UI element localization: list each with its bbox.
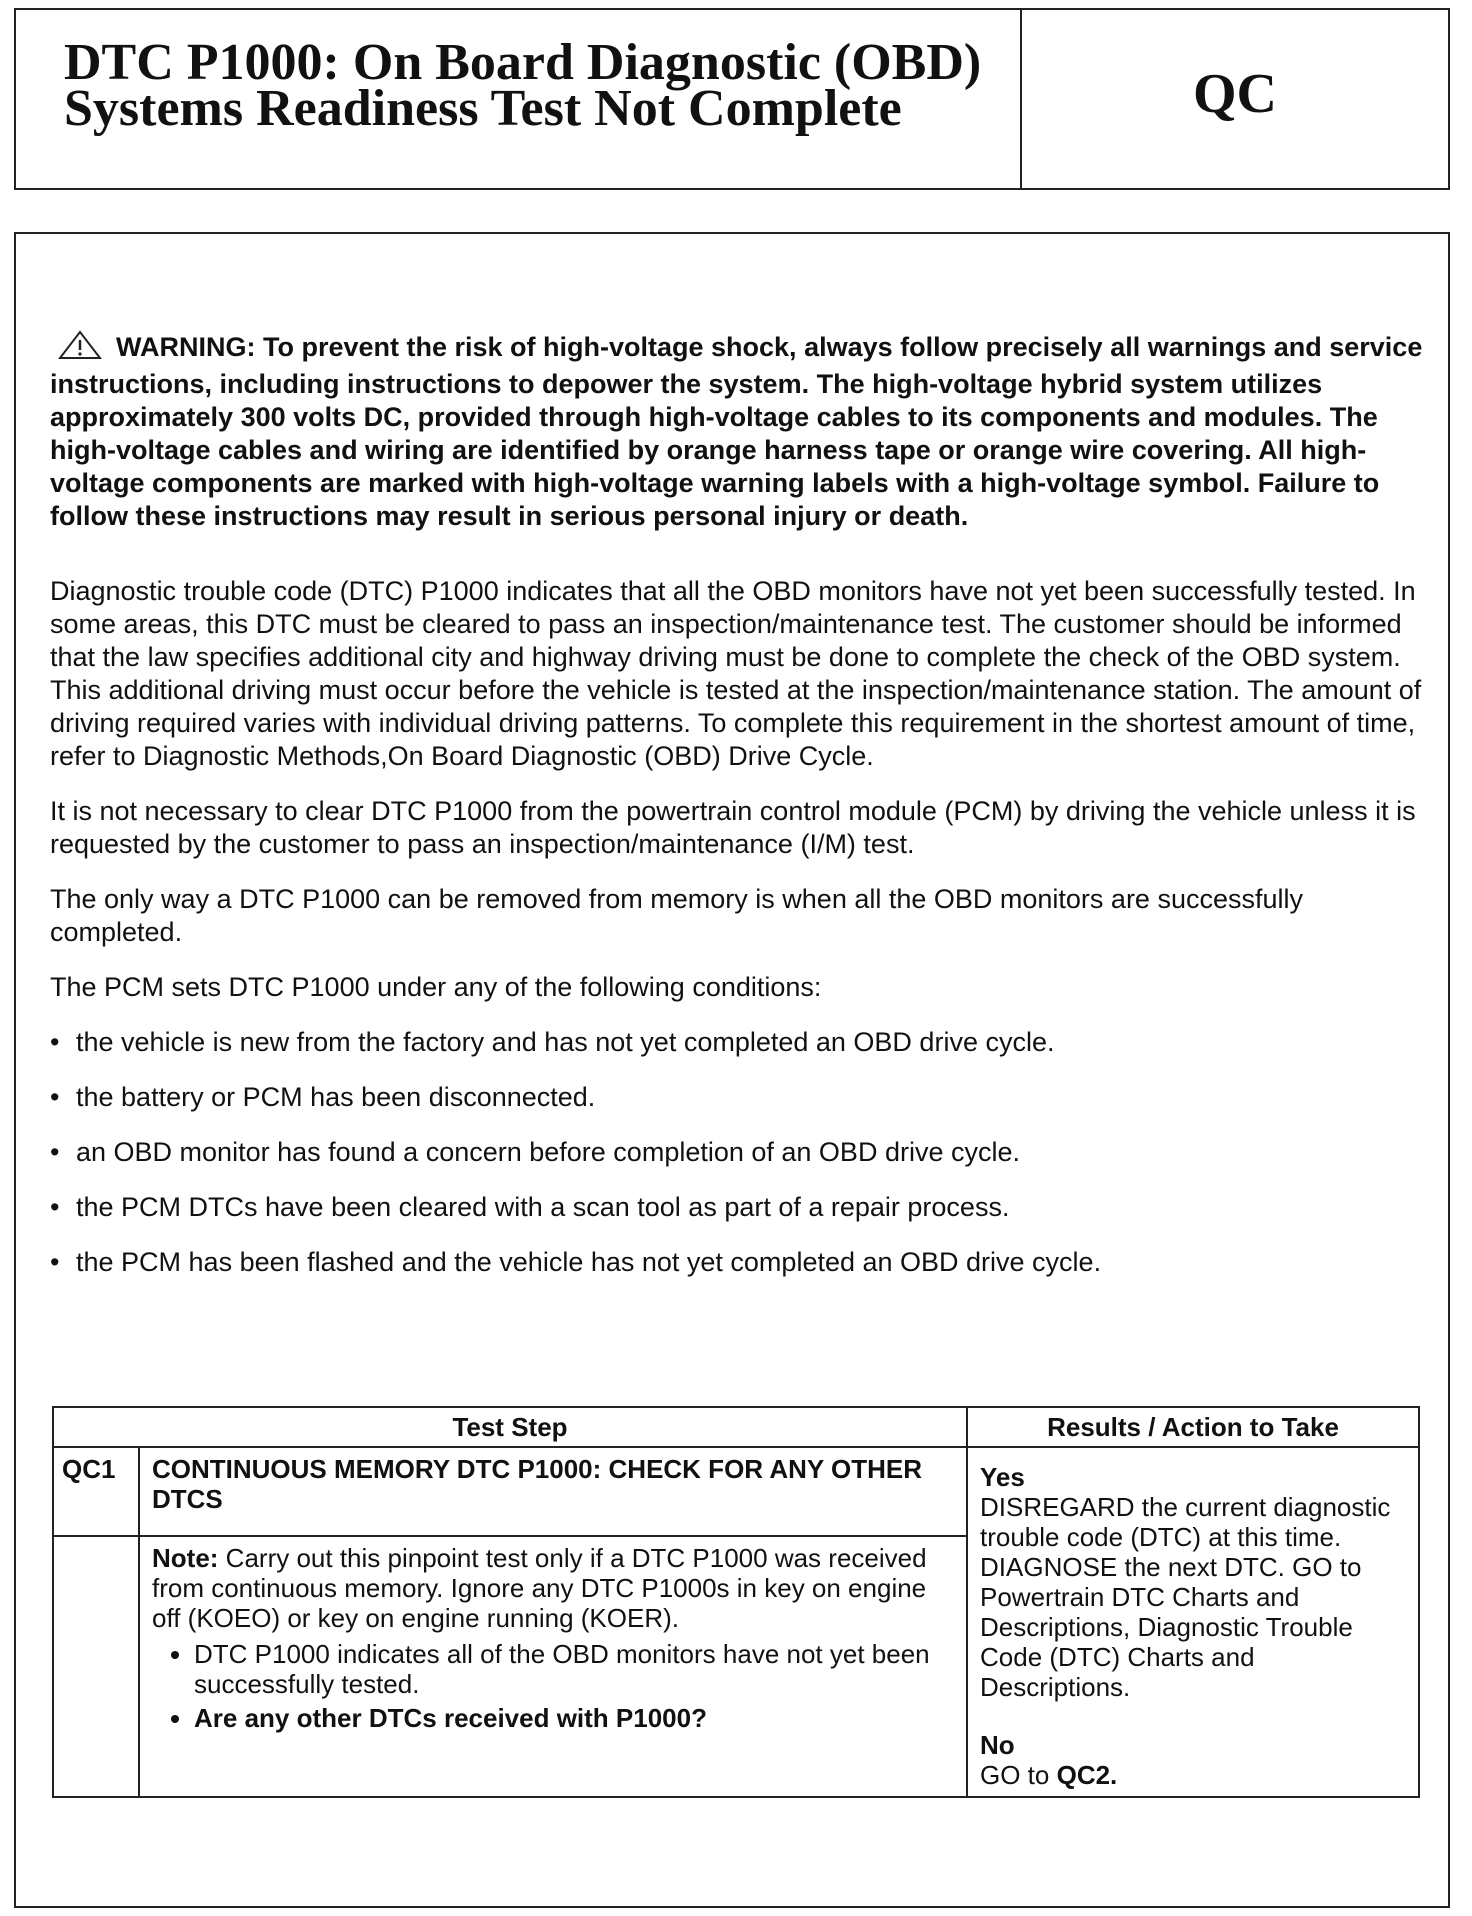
list-item: • the PCM DTCs have been cleared with a scan tool as part of a repair process.: [50, 1192, 1010, 1222]
list-item: • DTC P1000 indicates all of the OBD monitors have not yet been successfully tested.: [194, 1639, 956, 1699]
col-test-step: Test Step: [53, 1407, 967, 1447]
step-title: CONTINUOUS MEMORY DTC P1000: CHECK FOR ANY OTHER DTCS: [139, 1447, 967, 1536]
table-header-row: [53, 1407, 1419, 1447]
removal-paragraph: The only way a DTC P1000 can be removed from memory is when all the OBD monitors are successfully completed.: [50, 884, 1303, 947]
section-code: QC: [1193, 63, 1277, 125]
step-body: [139, 1536, 967, 1797]
list-item: • the PCM has been flashed and the vehicle has not yet completed an OBD drive cycle.: [50, 1247, 1102, 1277]
no-label: No: [980, 1730, 1015, 1760]
no-action: GO to QC2.: [980, 1760, 1118, 1790]
step-note: Note: Carry out this pinpoint test only if a DTC P1000 was received from continuous memory. Ignore any DTC P1000s in key on engine off (KOEO) or key on engine running (KOER).: [152, 1542, 927, 1633]
page-title: DTC P1000: On Board Diagnostic (OBD) Systems Readiness Test Not Complete: [64, 34, 982, 137]
yes-label: Yes: [980, 1462, 1025, 1492]
step-results: [967, 1447, 1419, 1797]
clear-dtc-paragraph: It is not necessary to clear DTC P1000 from the powertrain control module (PCM) by driving the vehicle unless it is requested by the customer to pass an inspection/maintenance (I/M) test.: [50, 796, 1416, 859]
col-results: Results / Action to Take: [967, 1407, 1419, 1447]
goto-link[interactable]: QC2.: [1056, 1760, 1118, 1790]
list-item: • the vehicle is new from the factory and has not yet completed an OBD drive cycle.: [50, 1027, 1055, 1057]
yes-action: DISREGARD the current diagnostic trouble code (DTC) at this time. DIAGNOSE the next DTC. GO to Powertrain DTC Charts and Descriptions, Diagnostic Trouble Code (DTC) Charts and Descriptions.: [980, 1492, 1391, 1702]
step-id: QC1: [53, 1447, 139, 1536]
list-item: • Are any other DTCs received with P1000?: [194, 1703, 956, 1733]
step-items: [152, 1639, 956, 1733]
warning-triangle-icon: [58, 330, 102, 368]
content-box: [14, 232, 1450, 1908]
warning-paragraph: [50, 330, 1430, 533]
header-box: [14, 8, 1450, 190]
conditions-intro: The PCM sets DTC P1000 under any of the following conditions:: [50, 972, 822, 1002]
description-paragraph: Diagnostic trouble code (DTC) P1000 indicates that all the OBD monitors have not yet been successfully tested. In some areas, this DTC must be cleared to pass an inspection/maintenance test. The customer should be informed that the law specifies additional city and highway driving must be done to complete the check of the OBD system. This additional driving must occur before the vehicle is tested at the inspection/maintenance station. The amount of driving required varies with individual driving patterns. To complete this requirement in the shortest amount of time, refer to Diagnostic Methods,On Board Diagnostic (OBD) Drive Cycle.: [50, 576, 1422, 771]
list-item: • the battery or PCM has been disconnected.: [50, 1082, 596, 1112]
warning-text: WARNING: To prevent the risk of high-voltage shock, always follow precisely all warnings and service instructions, including instructions to depower the system. The high-voltage hybrid system utilizes approximately 300 volts DC, provided through high-voltage cables to its components and modules. The high-voltage cables and wiring are identified by orange harness tape or orange wire covering. All high-voltage components are marked with high-voltage warning labels with a high-voltage symbol. Failure to follow these instructions may result in serious personal injury or death.: [50, 332, 1423, 531]
content-body: [50, 330, 1430, 1301]
table-row: [53, 1447, 1419, 1536]
test-step-table: [52, 1406, 1420, 1798]
list-item: • an OBD monitor has found a concern before completion of an OBD drive cycle.: [50, 1137, 1020, 1167]
